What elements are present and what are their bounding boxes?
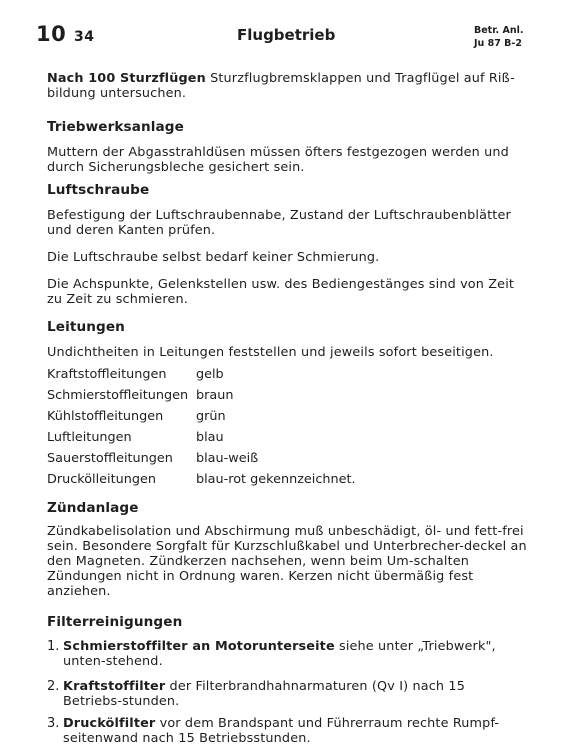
triebwerksanlage-text: Muttern der Abgasstrahldüsen müssen öfters festgezogen werden und durch Sicherungsbleche gesichert sein. bbox=[47, 145, 509, 175]
zuendanlage-text: Zündkabelisolation und Abschirmung muß unbeschädigt, öl- und fett-frei sein. Besondere Sorgfalt für Kurzschlußkabel und Unterbrecher-deckel an den Magneten. Zündkerzen nachsehen, wenn beim Um-schalten Zündungen nicht in Ordnung waren. Kerzen nicht übermäßig fest anziehen. bbox=[47, 524, 527, 599]
table-row-name: Luftleitungen bbox=[47, 430, 132, 445]
table-row-color: gelb bbox=[196, 367, 224, 382]
list-item-bold: Schmierstoffilter an Motorunterseite bbox=[63, 639, 335, 654]
page-title: Flugbetrieb bbox=[237, 26, 336, 44]
reference-line-1: Betr. Anl. bbox=[474, 25, 524, 36]
table-row-name: Sauerstoffleitungen bbox=[47, 451, 173, 466]
list-item-bold: Druckölfilter bbox=[63, 716, 156, 731]
table-row-color: blau-rot gekennzeichnet. bbox=[196, 472, 356, 487]
table-row-color: braun bbox=[196, 388, 234, 403]
table-row-name: Kühlstoffleitungen bbox=[47, 409, 164, 424]
section-heading-leitungen: Leitungen bbox=[47, 319, 125, 335]
list-item-number: 1. bbox=[47, 639, 60, 654]
table-row-name: Schmierstoffleitungen bbox=[47, 388, 189, 403]
section-heading-triebwerksanlage: Triebwerksanlage bbox=[47, 119, 184, 135]
list-item bbox=[63, 716, 525, 746]
table-row-color: blau bbox=[196, 430, 224, 445]
list-item-bold: Kraftstoffilter bbox=[63, 679, 166, 694]
intro-text: Sturzflugbremsklappen und Tragflügel auf Riß-bildung untersuchen. bbox=[47, 71, 515, 101]
section-heading-zuendanlage: Zündanlage bbox=[47, 500, 139, 516]
document-reference bbox=[474, 24, 523, 50]
list-item-text: siehe unter „Triebwerk", unten-stehend. bbox=[63, 639, 496, 669]
page-number bbox=[36, 22, 95, 46]
luftschraube-paragraph-3: Die Achspunkte, Gelenkstellen usw. des Bediengestänges sind von Zeit zu Zeit zu schmieren. bbox=[47, 277, 515, 307]
luftschraube-paragraph-2: Die Luftschraube selbst bedarf keiner Schmierung. bbox=[47, 250, 380, 265]
list-item-number: 2. bbox=[47, 679, 60, 694]
page-number-sub: 34 bbox=[74, 29, 95, 45]
section-heading-luftschraube: Luftschraube bbox=[47, 182, 150, 198]
list-item-number: 3. bbox=[47, 716, 60, 731]
list-item bbox=[63, 679, 525, 709]
leitungen-intro: Undichtheiten in Leitungen feststellen und jeweils sofort beseitigen. bbox=[47, 345, 494, 360]
intro-bold: Nach 100 Sturzflügen bbox=[47, 71, 206, 86]
list-item-text: der Filterbrandhahnarmaturen (Qv I) nach 15 Betriebs-stunden. bbox=[63, 679, 465, 709]
table-row-color: blau-weiß bbox=[196, 451, 259, 466]
list-item-text: vor dem Brandspant und Führerraum rechte Rumpf-seitenwand nach 15 Betriebsstunden. bbox=[63, 716, 500, 746]
table-row-name: Kraftstoffleitungen bbox=[47, 367, 167, 382]
page-number-main: 10 bbox=[36, 22, 67, 46]
intro-paragraph bbox=[47, 71, 527, 101]
list-item bbox=[63, 639, 525, 669]
reference-line-2: Ju 87 B-2 bbox=[474, 38, 522, 49]
section-heading-filterreinigungen: Filterreinigungen bbox=[47, 614, 183, 630]
table-row-color: grün bbox=[196, 409, 226, 424]
table-row-name: Druckölleitungen bbox=[47, 472, 156, 487]
luftschraube-paragraph-1: Befestigung der Luftschraubennabe, Zustand der Luftschraubenblätter und deren Kanten prüfen. bbox=[47, 208, 511, 238]
